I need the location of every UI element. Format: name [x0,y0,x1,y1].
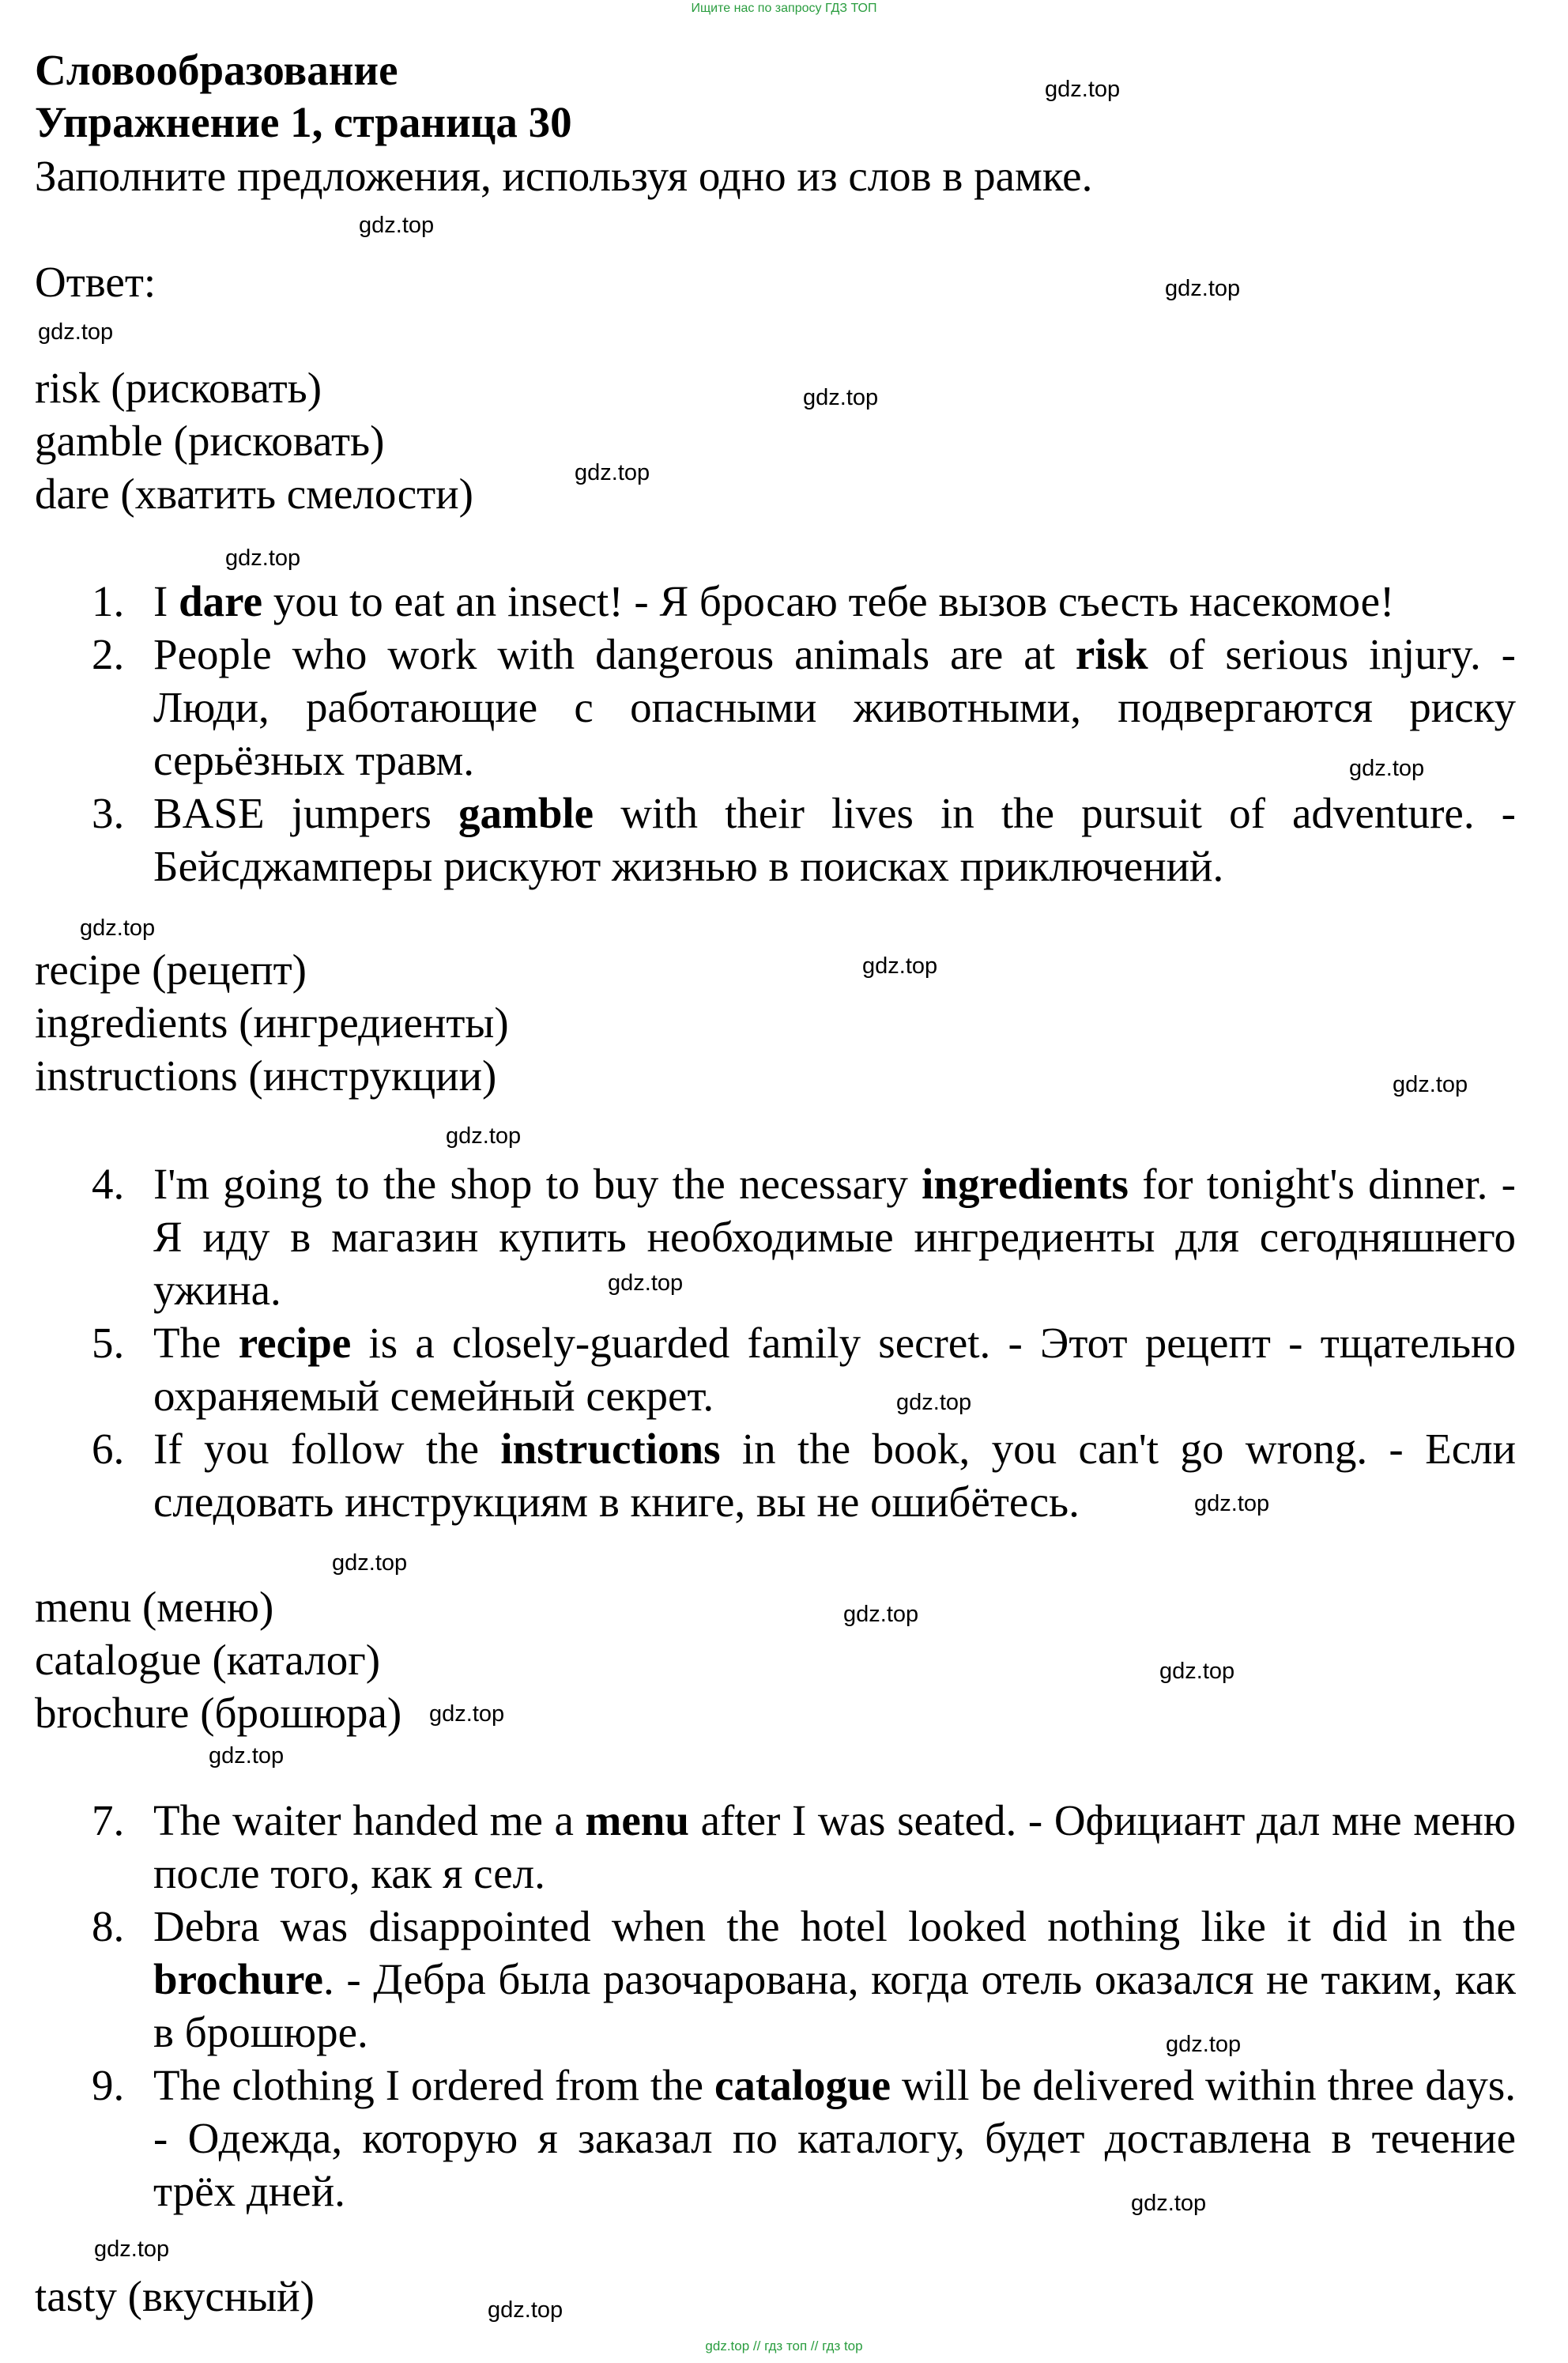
watermark: gdz.top [94,2237,170,2262]
item-number: 8. [92,1902,125,1950]
watermark: gdz.top [1393,1072,1468,1097]
item-text: BASE jumpers gamble with their lives in the pursuit of adventure. - Бейсджамперы рискуют жизнью в поисках приключений. [153,789,1516,890]
watermark: gdz.top [429,1701,505,1727]
exercise-heading: Упражнение 1, страница 30 [35,98,572,146]
answer-word: dare [179,577,262,625]
item-text: The clothing I ordered from the catalogue will be delivered within three days. - Одежда, которую я заказал по каталогу, будет доставлена в течение трёх дней. [153,2061,1516,2215]
answer-word: recipe [238,1319,352,1367]
watermark: gdz.top [446,1123,522,1149]
item-number: 9. [92,2061,125,2109]
item-number: 4. [92,1160,125,1208]
item-text: The recipe is a closely-guarded family secret. - Этот рецепт - тщательно охраняемый семейный секрет. [153,1319,1516,1420]
word-option: dare (хватить смелости) [35,470,473,518]
item-text: Debra was disappointed when the hotel looked nothing like it did in the brochure. - Дебра была разочарована, когда отель оказался не таким, как в брошюре. [153,1902,1516,2056]
watermark: gdz.top [862,953,938,979]
item-number: 7. [92,1796,125,1844]
answer-word: menu [585,1796,689,1844]
word-option: catalogue (каталог) [35,1636,381,1684]
item-number: 6. [92,1425,125,1473]
watermark: gdz.top [359,213,435,238]
watermark: gdz.top [608,1270,684,1296]
answer-word: risk [1075,630,1148,678]
footer-links[interactable]: gdz.top // гдз топ // гдз top [705,2338,863,2354]
answer-label: Ответ: [35,258,156,306]
word-option: brochure (брошюра) [35,1689,402,1737]
watermark: gdz.top [488,2297,564,2323]
item-number: 5. [92,1319,125,1367]
top-banner[interactable]: Ищите нас по запросу ГДЗ ТОП [691,2,877,15]
item-text: I dare you to eat an insect! - Я бросаю тебе вызов съесть насекомое! [153,577,1395,625]
item-text: I'm going to the shop to buy the necessary ingredients for tonight's dinner. - Я иду в магазин купить необходимые ингредиенты для сегодняшнего ужина. [153,1160,1516,1314]
watermark: gdz.top [225,545,301,571]
watermark: gdz.top [1165,276,1241,301]
instruction-text: Заполните предложения, используя одно из слов в рамке. [35,152,1093,200]
word-option: risk (рисковать) [35,364,322,412]
answer-word: instructions [500,1425,721,1473]
watermark: gdz.top [1131,2191,1207,2216]
watermark: gdz.top [332,1550,408,1576]
watermark: gdz.top [38,319,114,345]
watermark: gdz.top [896,1390,972,1415]
watermark: gdz.top [843,1602,919,1627]
item-text: If you follow the instructions in the book, you can't go wrong. - Если следовать инструкциям в книге, вы не ошибётесь. [153,1425,1516,1526]
answer-word: ingredients [922,1160,1129,1208]
watermark: gdz.top [80,915,156,941]
item-number: 1. [92,577,125,625]
answer-word: gamble [458,789,594,837]
word-option: gamble (рисковать) [35,417,385,465]
word-option: ingredients (ингредиенты) [35,998,509,1047]
watermark: gdz.top [1159,1659,1235,1684]
word-option: instructions (инструкции) [35,1051,497,1100]
item-number: 3. [92,789,125,837]
word-option: menu (меню) [35,1583,274,1631]
answer-word: catalogue [714,2061,891,2109]
watermark: gdz.top [1045,77,1121,102]
word-option: tasty (вкусный) [35,2272,315,2320]
watermark: gdz.top [1349,756,1425,781]
watermark: gdz.top [575,460,650,485]
word-option: recipe (рецепт) [35,946,307,994]
item-text: The waiter handed me a menu after I was seated. - Официант дал мне меню после того, как я сел. [153,1796,1516,1897]
answer-word: brochure [153,1955,323,2003]
watermark: gdz.top [209,1743,285,1768]
watermark: gdz.top [1194,1491,1270,1516]
item-text: People who work with dangerous animals are at risk of serious injury. - Люди, работающие с опасными животными, подвергаются риску серьёзных травм. [153,630,1516,784]
watermark: gdz.top [1166,2032,1242,2057]
item-number: 2. [92,630,125,678]
section-title: Словообразование [35,46,398,94]
watermark: gdz.top [803,385,879,410]
